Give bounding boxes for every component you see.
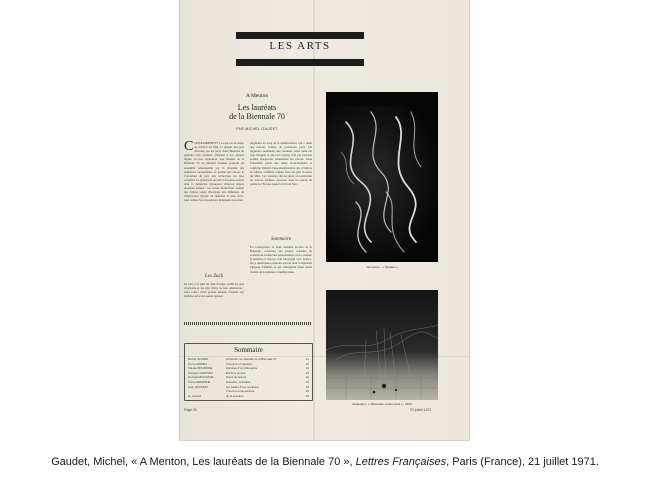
headline-line-1: Les lauréats bbox=[237, 103, 277, 112]
article-column-2: originales au long de la manifestation, qui a réuni des œuvres venues de nombreux pays. On regrettera seulement que certaines salles aient été trop chargées et que l'accrochage n'ait pas toujours permis d'apprécier pleinement les envois. Mais l'ensemble garde une tenue exceptionnelle et confirme l'intérêt d'une manifestation qui, d'édition en édition, s'affirme comme l'une des plus vivantes du Midi. Les visiteurs découvriront en particulier les œuvres primées, exposées dans les salons du palais de l'Europe jusqu'à la fin de l'été. bbox=[250, 141, 312, 186]
masthead-bar-bottom bbox=[236, 59, 364, 66]
section-masthead bbox=[236, 32, 364, 66]
article-headline bbox=[200, 103, 314, 121]
headline-line-2: de la Biennale 70 bbox=[229, 112, 285, 121]
drop-cap: C bbox=[184, 141, 194, 154]
sommaire-list bbox=[188, 357, 309, 398]
sommaire-row: Le cinéma de la semaine 24 bbox=[188, 393, 309, 398]
photo-caption-2: Sebastien : « Silhouette contre-fond » - 1970 bbox=[352, 402, 412, 406]
silhouette-artwork bbox=[326, 290, 438, 400]
photo-caption-1: Vermeiren : « Spirales » bbox=[365, 265, 398, 269]
newspaper-clipping bbox=[180, 0, 469, 440]
issue-date: 21 juillet 1971 bbox=[410, 408, 432, 412]
sommaire-row: Jean ROUSSET Les fastes d'une révolution 23 bbox=[188, 384, 309, 389]
photo-silhouette bbox=[326, 290, 438, 400]
fold-line bbox=[313, 0, 315, 440]
sommaire-row: Claude BOURDINE Histoires d'un philosophe 21 bbox=[188, 366, 309, 371]
citation-prefix: Gaudet, Michel, « A Menton, Les lauréats de la Biennale 70 », bbox=[51, 456, 356, 468]
citation-caption bbox=[0, 456, 650, 468]
sommaire-row: L'homme et la peinture 24 bbox=[226, 389, 309, 394]
section-title: LES ARTS bbox=[269, 40, 331, 52]
sommaire-row: Pierre ADRIEN L'homme en question 21 bbox=[188, 361, 309, 366]
spirals-artwork bbox=[326, 92, 438, 262]
article-column-1 bbox=[184, 141, 244, 271]
sommaire-row: Pierre DEMARNE Entretien, la théâtre 23 bbox=[188, 379, 309, 384]
article-column-1b: Ils sont, à la suite de cette fresque, parmi les plus attachants et les plus libres de leur génération ; leurs toiles, d'une grande densité, révèlent une maîtrise qu'on ne saurait ignorer. bbox=[184, 282, 244, 299]
subhead-sommaire: Sommaire bbox=[270, 237, 292, 242]
article-byline: PAR MICHEL GAUDET bbox=[236, 127, 278, 131]
subhead-les-zuck: Les Zuck bbox=[205, 274, 223, 279]
sommaire-row: Georges BOGDANE Notes de lecture 22 bbox=[188, 375, 309, 380]
article-column-2b: En contrepartie, la toute dernière section de la Biennale, consacrée aux jeunes, présente un éventail de recherches passionnantes où la couleur, la matière et l'espace sont interrogés avec audace. On y remarquera plusieurs envois dont l'originalité s'impose d'emblée et qui témoignent d'une réelle vitalité de la peinture contemporaine. bbox=[250, 245, 312, 274]
sommaire-row: Michel GAUDET A Menton, les lauréats de la Biennale 70 21 bbox=[188, 357, 309, 361]
article-kicker: A Menton bbox=[245, 93, 269, 99]
hatched-rule bbox=[184, 322, 311, 325]
citation-suffix: , Paris (France), 21 juillet 1971. bbox=[446, 456, 599, 468]
sommaire-box bbox=[184, 343, 313, 401]
sommaire-title: Sommaire bbox=[234, 346, 263, 354]
column-1-text: ONTRAIREMENT à ce qui est en usage au festival du film, la plupart des prix décernés par les jurys d'une Biennale de peinture sont rarement attribués à des œuvres dignes de leur réputation. Les lauréats de la Biennale 70 de Menton forment pourtant un ensemble remarquable par la diversité des tendances représentées, la qualité des envois et l'ouverture du jury aux recherches les plus actuelles. Le grand prix est allé à un jeune peintre dont la démarche rigoureuse s'impose depuis plusieurs années ; les autres distinctions saluent des artistes venus d'horizons très différents, de l'abstraction lyrique au réalisme le plus strict, sans oublier les propositions plastiques nouvelles. bbox=[184, 141, 244, 203]
page-number: Page 20 bbox=[184, 408, 198, 412]
photo-spirals bbox=[326, 92, 438, 262]
masthead-bar-top bbox=[236, 32, 364, 39]
sommaire-row: Jacques CHESSEX Écrits et propos 22 bbox=[188, 370, 309, 375]
citation-publication: Lettres Françaises bbox=[355, 456, 447, 468]
